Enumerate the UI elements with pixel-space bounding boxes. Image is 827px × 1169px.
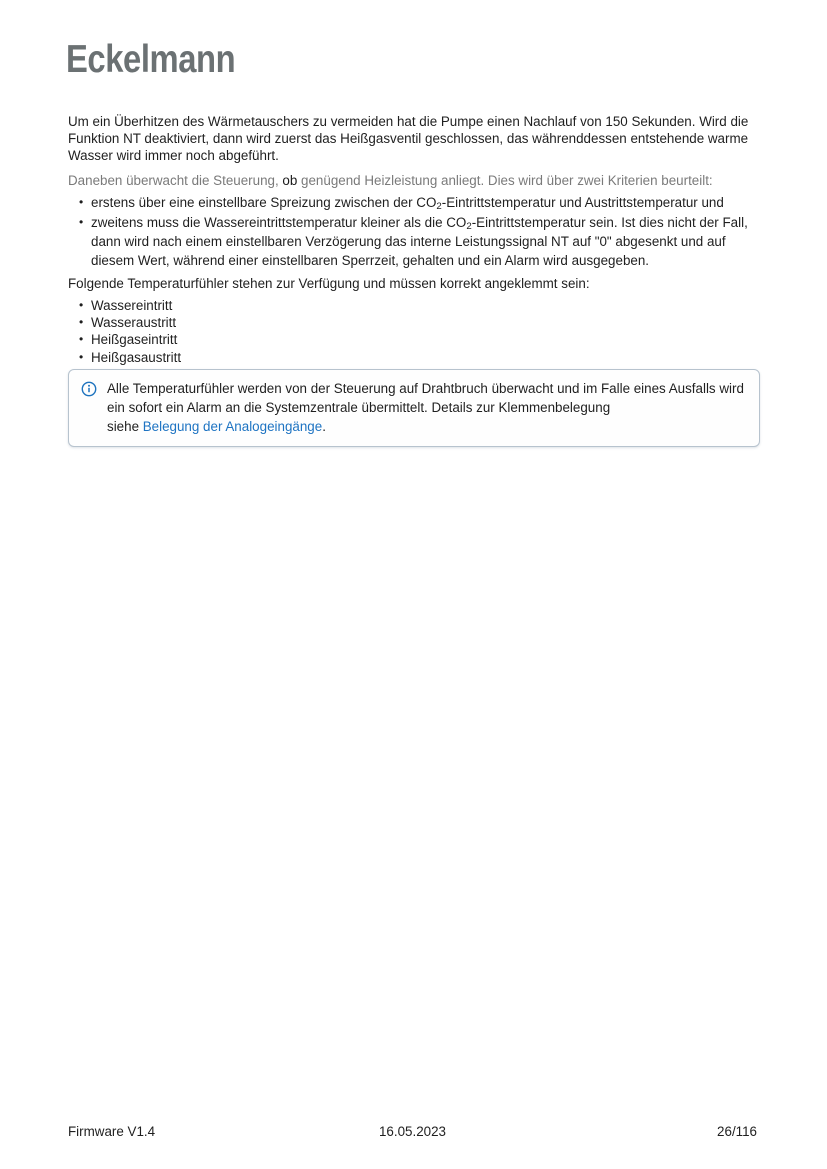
footer-firmware-version: Firmware V1.4 <box>68 1124 156 1139</box>
list-item-criterion-2 <box>91 213 760 270</box>
criteria-list <box>68 193 760 270</box>
text-segment: . <box>322 418 326 434</box>
list-item-sensor: • Wassereintritt <box>91 297 760 314</box>
sensors-list <box>68 297 760 366</box>
text-segment: siehe <box>107 418 143 434</box>
text-segment: -Eintrittstemperatur und Austrittstemperatur und <box>441 195 724 210</box>
subscript: 2 <box>436 201 442 213</box>
footer-date: 16.05.2023 <box>378 1124 447 1139</box>
page-footer <box>68 1124 757 1139</box>
paragraph-monitoring <box>68 172 760 189</box>
info-note-box <box>68 369 760 447</box>
footer-page-number: 26/116 <box>717 1124 758 1139</box>
subscript: 2 <box>466 221 472 233</box>
text-segment: Daneben überwacht die Steuerung, <box>68 173 283 188</box>
text-segment: genügend Heizleistung anliegt. Dies wird über zwei Kriterien beurteilt: <box>297 173 713 188</box>
text-segment: -Eintrittstemperatur sein. Ist dies nicht der Fall, dann wird nach einem einstellbaren Verzögerung das interne Leistungssignal NT auf "0" abgesenkt und auf diesem Wert, während einer einstellbaren Sperrzeit, gehalten und ein Alarm wird ausgegeben. <box>91 215 748 268</box>
list-item-sensor: • Heißgaseintritt <box>91 331 760 348</box>
link-analog-inputs[interactable]: Belegung der Analogeingänge <box>142 418 323 434</box>
info-icon <box>81 381 97 397</box>
text-segment: ob <box>282 173 298 188</box>
paragraph-sensors-intro: Folgende Temperaturfühler stehen zur Verfügung und müssen korrekt angeklemmt sein: <box>68 276 590 291</box>
info-note-text <box>107 379 747 436</box>
list-item-sensor: • Wasseraustritt <box>91 314 760 331</box>
page-content <box>68 113 760 447</box>
company-logo: Eckelmann <box>66 38 236 81</box>
paragraph-pump-overrun: Um ein Überhitzen des Wärmetauschers zu vermeiden hat die Pumpe einen Nachlauf von 150 Sekunden. Wird die Funktion NT deaktiviert, dann wird zuerst das Heißgasventil geschlossen, das währenddessen entstehende warme Wasser wird immer noch abgeführt. <box>68 114 749 163</box>
text-segment: Alle Temperaturfühler werden von der Steuerung auf Drahtbruch überwacht und im Falle eines Ausfalls wird ein sofort ein Alarm an die Systemzentrale übermittelt. Details zur Klemmenbelegung <box>107 380 744 415</box>
list-item-criterion-1 <box>91 193 760 212</box>
text-segment: zweitens muss die Wassereintrittstemperatur kleiner als die CO <box>91 215 467 230</box>
text-segment: erstens über eine einstellbare Spreizung zwischen der CO <box>91 195 437 210</box>
list-item-sensor: • Heißgasaustritt <box>91 349 760 366</box>
